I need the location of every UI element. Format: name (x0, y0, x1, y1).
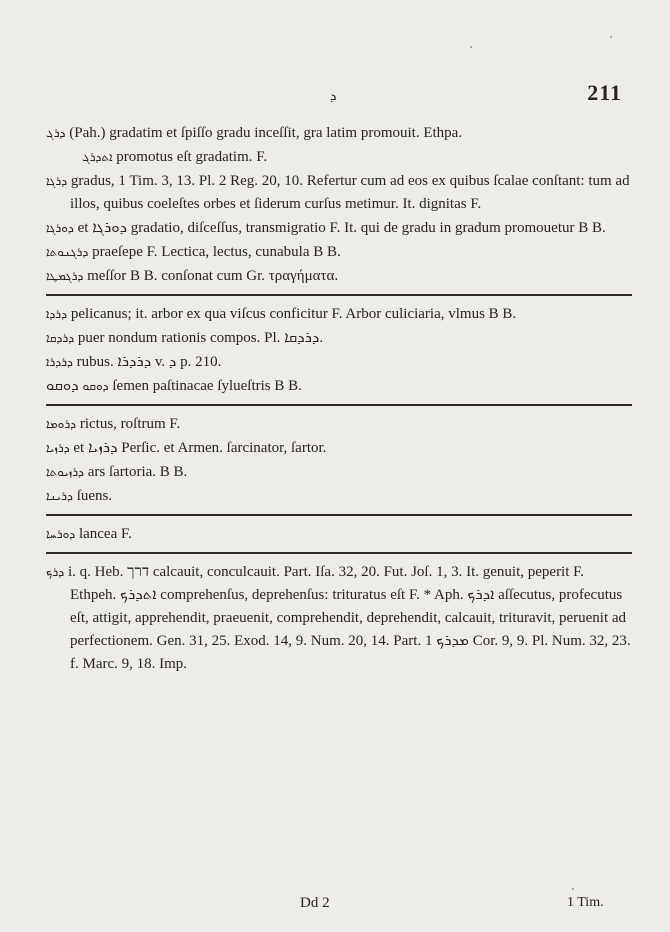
entry-text: et ܕܘܪܓܐ gradatio, diſceſſus, transmigratio F. It. qui de gradu in gradum promouetur B B. (77, 220, 606, 236)
entry-text: rubus. ܕܪܕܪܐ v. ܕ p. 210. (76, 354, 222, 370)
paper-speck (610, 36, 612, 38)
entry (46, 375, 632, 398)
entry (46, 351, 632, 374)
headword: ܕܪܕܪܐ (46, 355, 73, 369)
entry-text: ars ſartoria. B B. (87, 464, 188, 480)
section-divider (46, 514, 632, 516)
headword: ܕܘܪܓܐ (46, 221, 74, 235)
entry-text: et ܕܪܙܝܐ Perſic. et Armen. ſarcinator, ſartor. (73, 440, 327, 456)
entry-text: (Pah.) gradatim et ſpiſſo gradu inceſſit, gra latim promouit. Ethpa. (69, 125, 463, 141)
entry-text: ܕܘܩܘ ſemen paſtinacae ſylueſtris B B. (46, 378, 302, 394)
entries-column (46, 122, 632, 677)
headword: ܕܪܕܐ (46, 307, 68, 321)
section-divider (46, 552, 632, 554)
entry-text: lancea F. (78, 526, 132, 542)
entry-text: gradus, 1 Tim. 3, 13. Pl. 2 Reg. 20, 10. Refertur cum ad eos ex quibus ſcalae conſtant: tum ad illos, quibus coeleſtes orbes et ſiderum curſus metimur. It. dignitas F. (70, 173, 630, 212)
headword: ܕܪܝܢܐ (46, 489, 73, 503)
entry-text: pelicanus; it. arbor ex qua viſcus conficitur F. Arbor culiciaria, vlmus B B. (70, 306, 517, 322)
headword: ܕܪܟ (46, 565, 65, 579)
entry-text: meſſor B B. conſonat cum Gr. τραγήματα. (87, 268, 339, 284)
headword: ܕܪܓܡܛܐ (46, 269, 84, 283)
signature-mark: Dd 2 (300, 895, 330, 911)
entry (46, 413, 632, 436)
headword: ܐܬܕܪܓ (82, 150, 113, 164)
entry (46, 217, 632, 240)
entry-text: ſuens. (76, 488, 113, 504)
entry-text: promotus eſt gradatim. F. (116, 149, 268, 165)
headword: ܕܪܙܝܘܬܐ (46, 465, 84, 479)
entry (46, 461, 632, 484)
header-letter: ܕ (330, 88, 337, 103)
page-number: 211 (587, 80, 622, 105)
headword: ܕܪܕܩܐ (46, 331, 75, 345)
entry (46, 485, 632, 508)
headword: ܕܪܓ (46, 126, 66, 140)
entry (46, 146, 632, 169)
entry-text: i. q. Heb. דרך calcauit, conculcauit. Part. Iſa. 32, 20. Fut. Joſ. 1, 3. It. genuit, peperit F. Ethpeh. ܐܬܕܪܟ comprehenſus, deprehenſus: trituratus eſt F. * Aph. ܐܕܪܟ aſſecutus, profecutus eſt, attigit, apprehendit, praeuenit, comprehendit, deprehendit, calcauit, trituravit, peruenit ad perfectionem. Gen. 31, 25. Exod. 14, 9. Num. 20, 14. Part. ܡܕܪܟ 1 Cor. 9, 9. Pl. Num. 32, 23. f. Marc. 9, 18. Imp. (67, 564, 631, 672)
headword: ܕܪܓܐ (46, 174, 68, 188)
headword: ܕܪܙܝܐ (46, 441, 70, 455)
entry (46, 437, 632, 460)
section-divider (46, 404, 632, 406)
entry (46, 170, 632, 216)
entry (46, 303, 632, 326)
entry (46, 122, 632, 145)
headword: ܕܘܩܘ (82, 379, 109, 393)
headword: ܕܪܘܡܐ (46, 417, 77, 431)
headword: ܕܪܓܢܘܬܐ (46, 245, 89, 259)
entry (46, 327, 632, 350)
paper-speck (470, 46, 472, 48)
section-divider (46, 294, 632, 296)
entry (46, 561, 632, 676)
entry (46, 241, 632, 264)
paper-speck (572, 888, 574, 890)
entry-text: praeſepe F. Lectica, lectus, cunabula B B. (92, 244, 341, 260)
entry-text: puer nondum rationis compos. Pl. ܕܪܕܩܐ. (77, 330, 324, 346)
headword: ܕܘܪܚܐ (46, 527, 76, 541)
entry (46, 523, 632, 546)
catchword: 1 Tim. (567, 895, 604, 910)
entry (46, 265, 632, 288)
entry-text: rictus, roſtrum F. (79, 416, 181, 432)
